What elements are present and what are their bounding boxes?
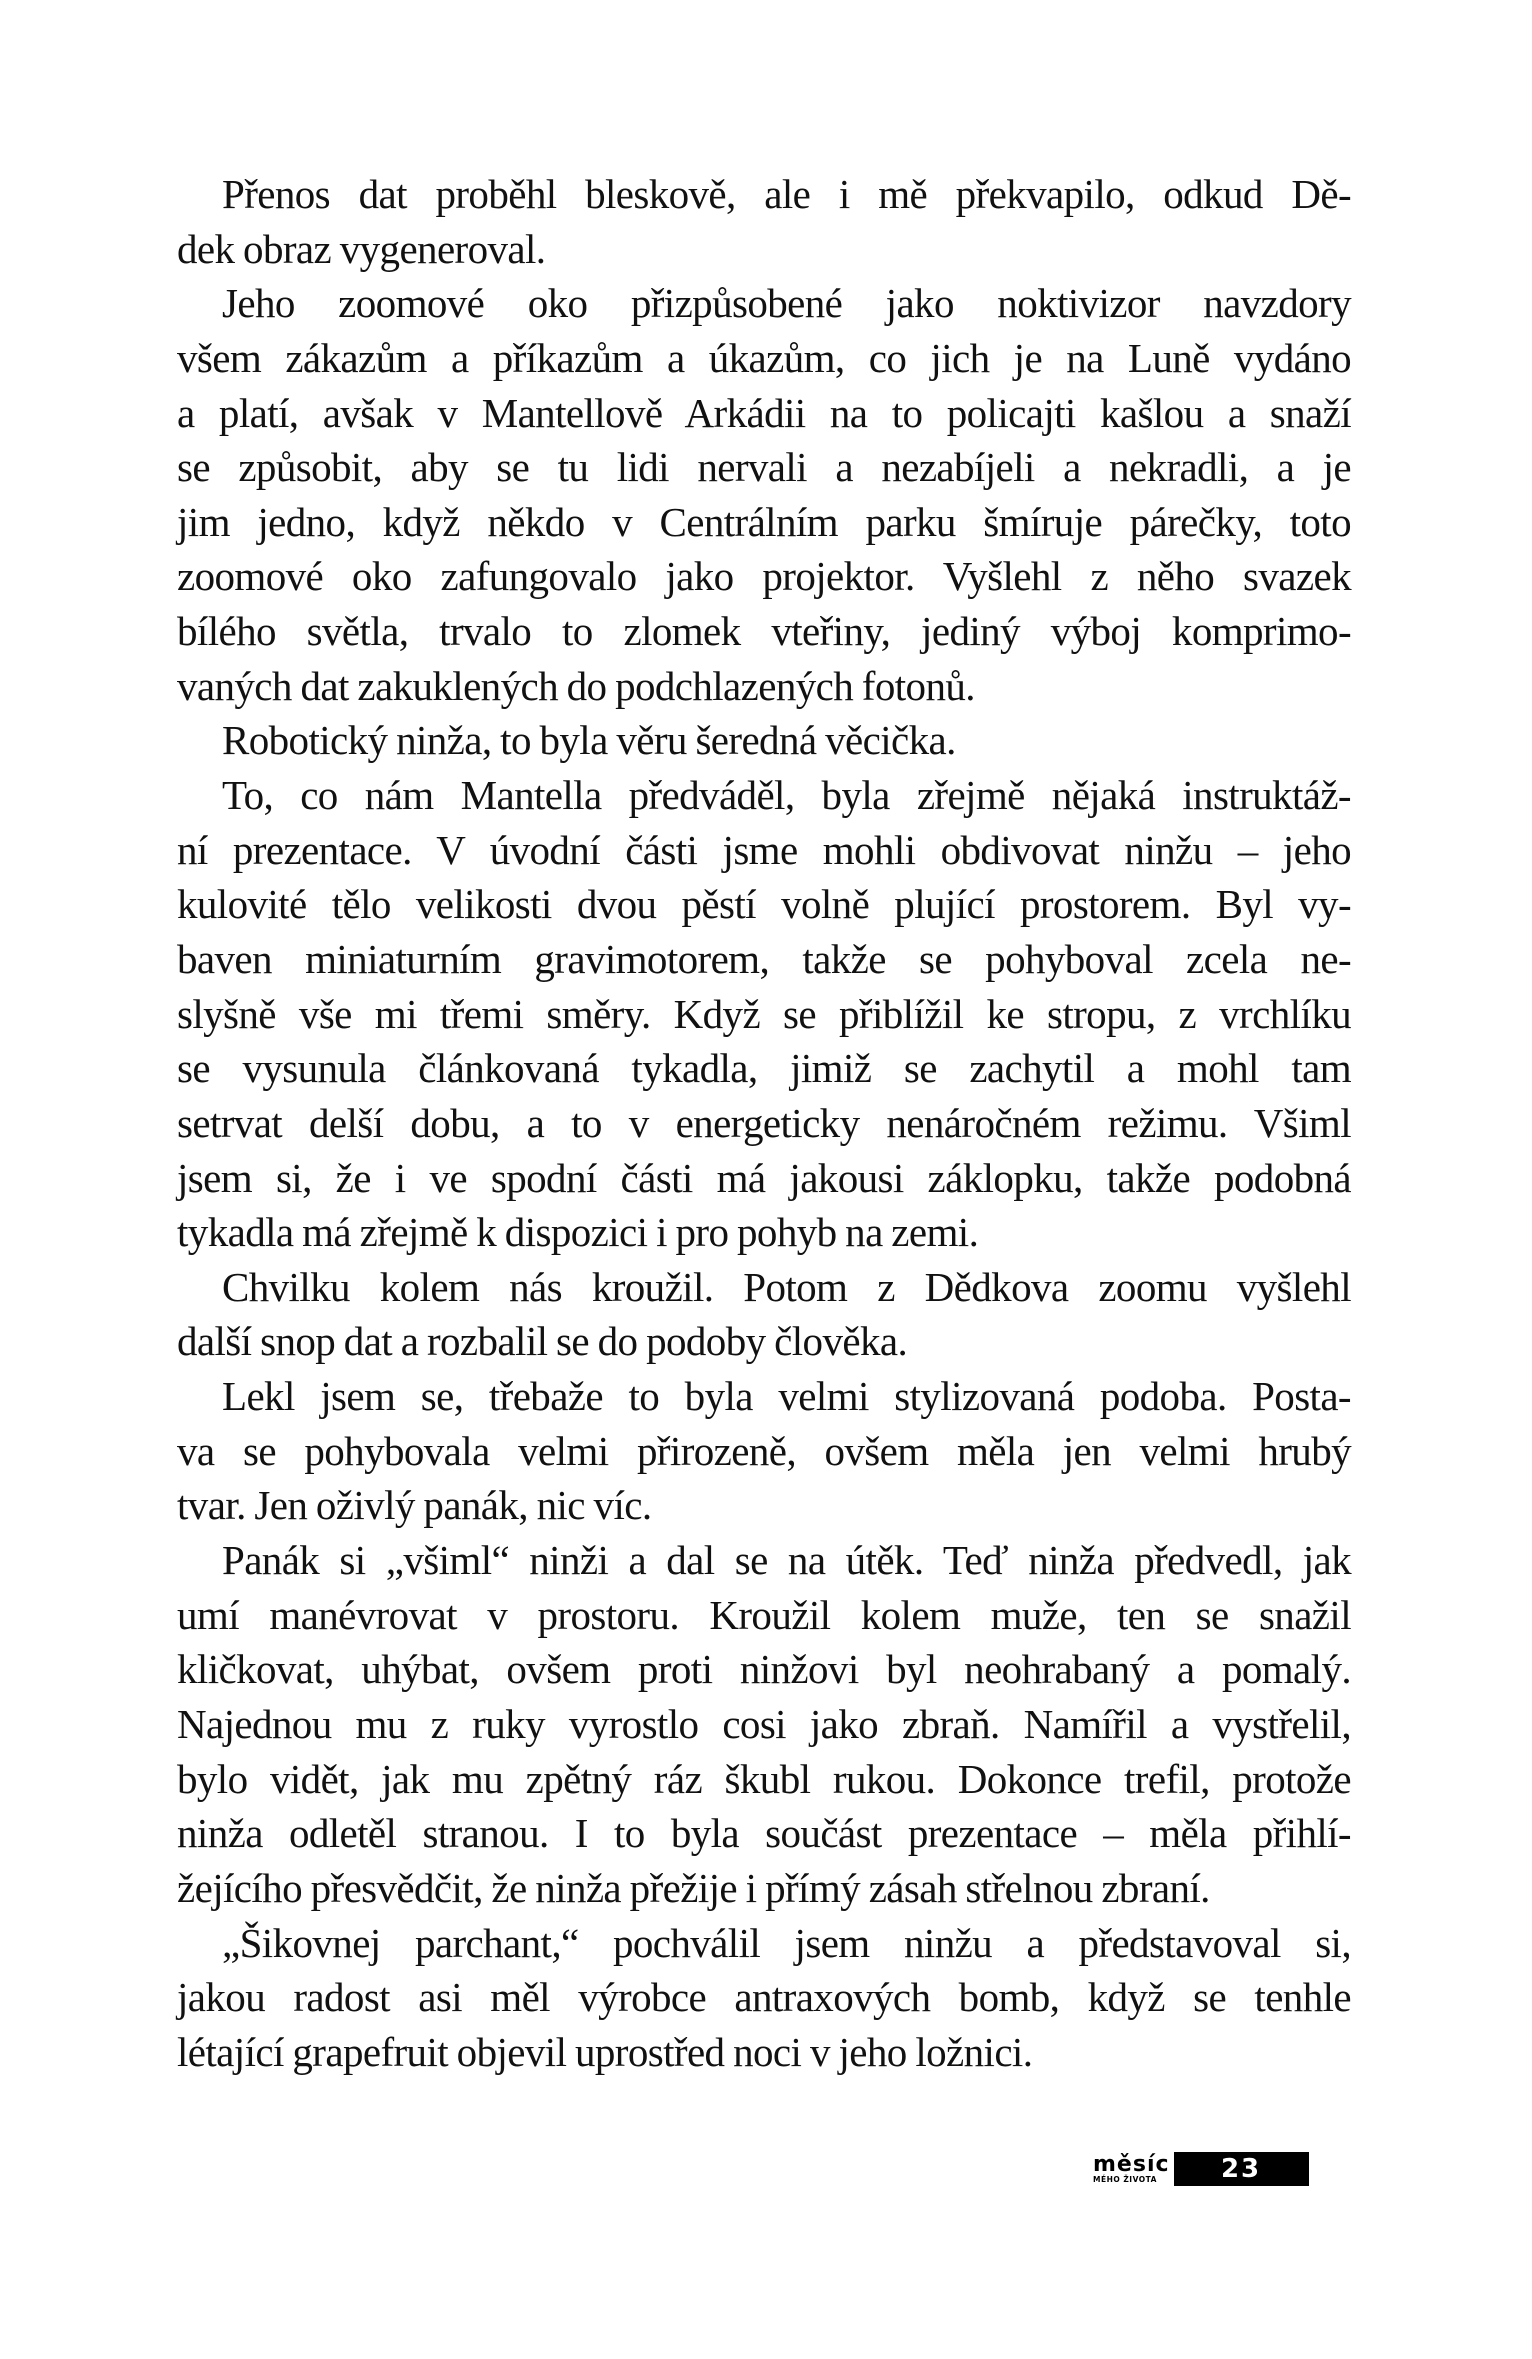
text-line: jakou radost asi měl výrobce antraxových bomb, když se tenhle (177, 1974, 1351, 2021)
text-line: To, co nám Mantella předváděl, byla zřejmě nějaká instruktáž- (222, 772, 1351, 819)
text-line: se způsobit, aby se tu lidi nervali a nezabíjeli a nekradli, a je (177, 444, 1351, 491)
text-line: kličkovat, uhýbat, ovšem proti ninžovi byl neohrabaný a pomalý. (177, 1646, 1351, 1693)
paragraph (177, 167, 1351, 276)
text-line: se vysunula článkovaná tykadla, jimiž se zachytil a mohl tam (177, 1045, 1351, 1092)
text-line: létající grapefruit objevil uprostřed noci v jeho ložnici. (177, 2028, 1033, 2075)
paragraph (177, 1260, 1351, 1369)
text-line: žejícího přesvědčit, že ninža přežije i přímý zásah střelnou zbraní. (177, 1864, 1210, 1911)
text-line: Lekl jsem se, třebaže to byla velmi stylizovaná podoba. Posta- (222, 1373, 1351, 1420)
text-line: ninža odletěl stranou. I to byla součást prezentace – měla přihlí- (177, 1810, 1351, 1857)
text-line: tvar. Jen oživlý panák, nic víc. (177, 1482, 652, 1529)
logo-title: měsíc (1093, 2152, 1170, 2178)
text-line: a platí, avšak v Mantellově Arkádii na to policajti kašlou a snaží (177, 389, 1351, 436)
text-line: Chvilku kolem nás kroužil. Potom z Dědkova zoomu vyšlehl (222, 1263, 1351, 1310)
text-line: bylo vidět, jak mu zpětný ráz škubl rukou. Dokonce trefil, protože (177, 1755, 1351, 1802)
magazine-logo (1093, 2152, 1170, 2186)
paragraph (177, 276, 1351, 713)
page-footer (1093, 2152, 1309, 2186)
paragraph (177, 713, 1351, 768)
text-line: vaných dat zakuklených do podchlazených fotonů. (177, 662, 975, 709)
text-line: setrvat delší dobu, a to v energeticky nenáročném režimu. Všiml (177, 1099, 1351, 1146)
text-line: slyšně vše mi třemi směry. Když se přiblížil ke stropu, z vrchlíku (177, 990, 1351, 1037)
body-text (177, 167, 1351, 2079)
text-line: ní prezentace. V úvodní části jsme mohli obdivovat ninžu – jeho (177, 826, 1351, 873)
text-line: Jeho zoomové oko přizpůsobené jako noktivizor navzdory (222, 280, 1351, 327)
text-line: Najednou mu z ruky vyrostlo cosi jako zbraň. Namířil a vystřelil, (177, 1700, 1351, 1747)
text-line: tykadla má zřejmě k dispozici i pro pohyb na zemi. (177, 1209, 979, 1256)
page-number: 23 (1174, 2152, 1309, 2186)
text-line: jim jedno, když někdo v Centrálním parku šmíruje párečky, toto (177, 498, 1351, 545)
paragraph (177, 1369, 1351, 1533)
text-line: kulovité tělo velikosti dvou pěstí volně plující prostorem. Byl vy- (177, 881, 1351, 928)
text-line: Přenos dat proběhl bleskově, ale i mě překvapilo, odkud Dě- (222, 171, 1351, 217)
text-line: va se pohybovala velmi přirozeně, ovšem měla jen velmi hrubý (177, 1427, 1351, 1474)
text-line: zoomové oko zafungovalo jako projektor. Vyšlehl z něho svazek (177, 553, 1351, 600)
text-line: všem zákazům a příkazům a úkazům, co jich je na Luně vydáno (177, 334, 1351, 381)
paragraph (177, 1533, 1351, 1915)
text-line: další snop dat a rozbalil se do podoby člověka. (177, 1318, 908, 1365)
text-line: umí manévrovat v prostoru. Kroužil kolem muže, ten se snažil (177, 1591, 1351, 1638)
text-line: Robotický ninža, to byla věru šeredná věcička. (222, 717, 956, 764)
text-line: bílého světla, trvalo to zlomek vteřiny, jediný výboj komprimo- (177, 608, 1351, 655)
text-line: Panák si „všiml“ ninži a dal se na útěk. Teď ninža předvedl, jak (222, 1537, 1351, 1584)
text-line: „Šikovnej parchant,“ pochválil jsem ninžu a představoval si, (222, 1919, 1351, 1966)
paragraph (177, 1916, 1351, 2080)
paragraph (177, 768, 1351, 1260)
text-line: baven miniaturním gravimotorem, takže se pohyboval zcela ne- (177, 935, 1351, 982)
text-line: dek obraz vygeneroval. (177, 225, 546, 272)
text-line: jsem si, že i ve spodní části má jakousi záklopku, takže podobná (177, 1154, 1351, 1201)
logo-subtitle: MÉHO ŽIVOTA (1093, 2175, 1157, 2185)
